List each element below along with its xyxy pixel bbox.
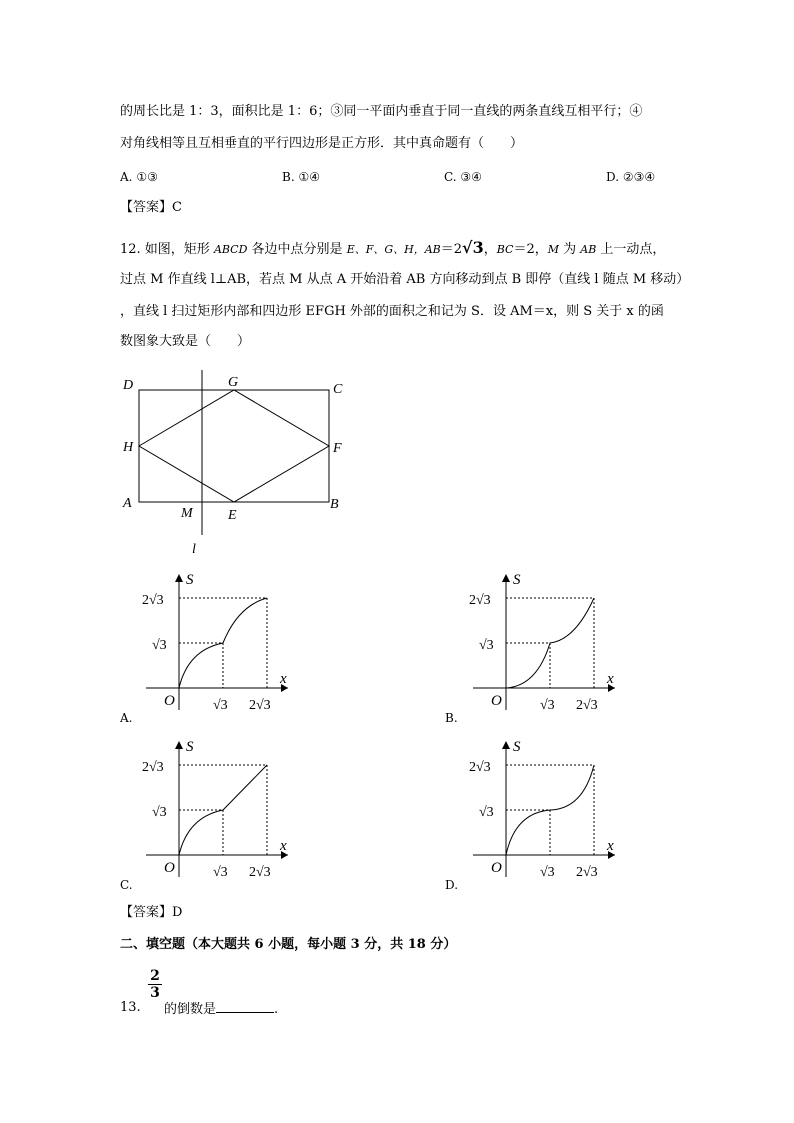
s-label: S <box>513 739 521 755</box>
x-tick-2root3: 2√3 <box>249 698 271 713</box>
rectangle-abcd <box>139 390 329 502</box>
x-tick-2root3: 2√3 <box>249 865 271 880</box>
y-tick-root3: √3 <box>152 638 167 653</box>
x-tick-root3: √3 <box>213 865 228 880</box>
x-label: x <box>280 671 287 687</box>
origin-label: O <box>491 693 502 709</box>
fraction <box>148 968 162 1001</box>
x-label: x <box>607 838 614 854</box>
s-label: S <box>186 739 194 755</box>
fraction-denominator: 3 <box>148 984 162 1001</box>
q11-answer: 【答案】C <box>120 200 182 215</box>
label-l: l <box>192 542 196 557</box>
graph-a-label: A. <box>120 711 133 725</box>
y-tick-root3: √3 <box>152 805 167 820</box>
section-heading: 二、填空题（本大题共 6 小题，每小题 3 分，共 18 分） <box>120 937 457 952</box>
graph-b <box>445 570 625 730</box>
origin-label: O <box>164 860 175 876</box>
q11-option-b: B. ①④ <box>282 170 320 184</box>
y-axis-arrow <box>502 574 510 582</box>
q12-answer: 【答案】D <box>120 905 183 920</box>
origin-label: O <box>164 693 175 709</box>
label-d: D <box>123 378 134 393</box>
q13-line: 的倒数是 . <box>164 1002 279 1017</box>
y-tick-2root3: 2√3 <box>469 593 491 608</box>
x-tick-2root3: 2√3 <box>576 698 598 713</box>
q12-line4: 数图象大致是（ ） <box>120 334 251 349</box>
y-tick-2root3: 2√3 <box>469 760 491 775</box>
x-tick-root3: √3 <box>213 698 228 713</box>
q11-option-c: C. ③④ <box>444 170 482 184</box>
label-c: C <box>333 382 343 397</box>
x-tick-2root3: 2√3 <box>576 865 598 880</box>
label-g: G <box>228 375 239 390</box>
y-axis-arrow <box>502 741 510 749</box>
x-label: x <box>280 838 287 854</box>
q12-line2: 过点 M 作直线 l⊥AB，若点 M 从点 A 开始沿着 AB 方向移动到点 B 即停（直线 l 随点 M 移动） <box>120 272 690 287</box>
graph-a <box>118 570 298 730</box>
s-label: S <box>186 572 194 588</box>
label-e: E <box>228 508 237 523</box>
quadrilateral-efgh <box>139 390 329 502</box>
q11-option-d: D. ②③④ <box>606 170 656 184</box>
x-tick-root3: √3 <box>540 865 555 880</box>
label-m: M <box>181 506 193 521</box>
y-tick-2root3: 2√3 <box>142 593 164 608</box>
graph-d <box>445 737 625 897</box>
fraction-numerator: 2 <box>150 968 160 984</box>
y-axis-arrow <box>175 574 183 582</box>
sqrt-3: √3 <box>462 238 484 257</box>
rectangle-figure <box>115 365 355 560</box>
q11-option-a: A. ①③ <box>120 170 158 184</box>
graph-b-label: B. <box>445 711 458 725</box>
label-f: F <box>333 441 342 456</box>
q13-number: 13. <box>120 1000 141 1015</box>
graph-c <box>118 737 298 897</box>
label-h: H <box>123 440 134 455</box>
y-tick-root3: √3 <box>479 638 494 653</box>
q11-line1: 的周长比是 1：3，面积比是 1：6；③同一平面内垂直于同一直线的两条直线互相平行；④ <box>120 104 643 119</box>
x-label: x <box>607 671 614 687</box>
label-b: B <box>330 497 339 512</box>
s-label: S <box>513 572 521 588</box>
x-tick-root3: √3 <box>540 698 555 713</box>
y-axis-arrow <box>175 741 183 749</box>
q12-line1: 12. 如图，矩形 ABCD 各边中点分别是 E、F、G、H，AB＝2√3，BC＝2，M 为 AB 上一动点， <box>120 238 666 257</box>
graph-c-label: C. <box>120 878 133 892</box>
q12-line3: ，直线 l 扫过矩形内部和四边形 EFGH 外部的面积之和记为 S．设 AM＝x，则 S 关于 x 的函 <box>120 304 664 319</box>
graph-d-label: D. <box>445 878 459 892</box>
y-tick-2root3: 2√3 <box>142 760 164 775</box>
origin-label: O <box>491 860 502 876</box>
answer-blank <box>216 1000 274 1013</box>
label-a: A <box>123 496 132 511</box>
y-tick-root3: √3 <box>479 805 494 820</box>
q11-line2: 对角线相等且互相垂直的平行四边形是正方形．其中真命题有（ ） <box>120 136 524 151</box>
